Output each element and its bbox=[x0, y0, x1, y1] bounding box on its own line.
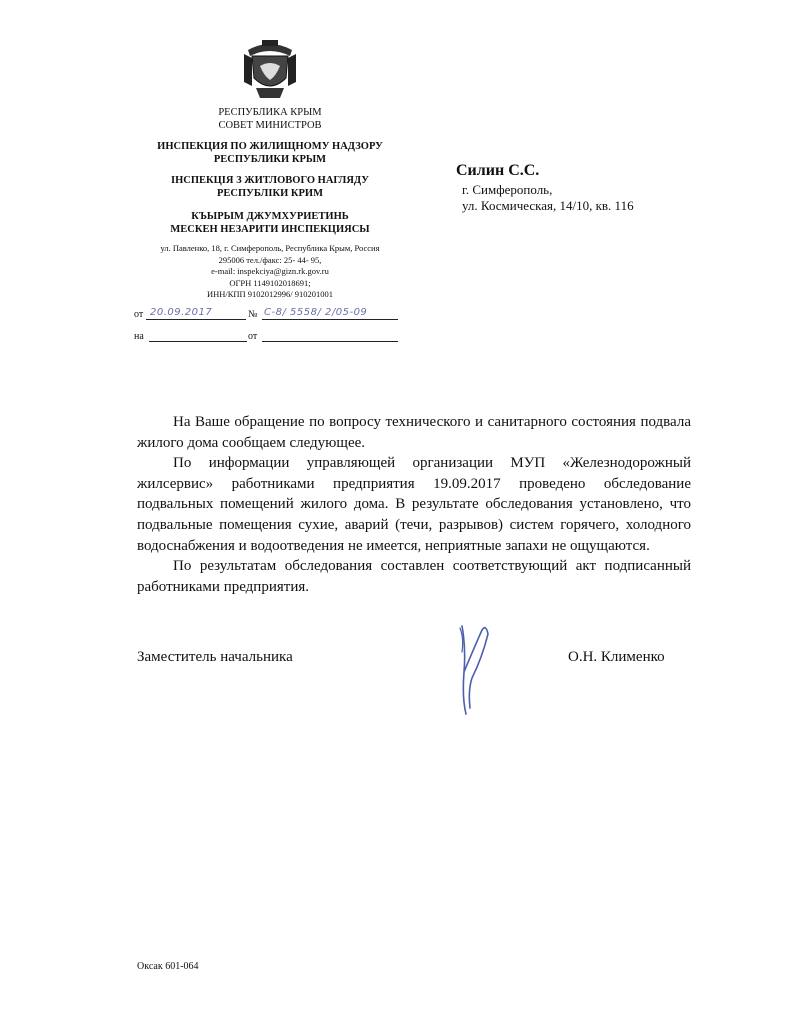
org-address: ул. Павленко, 18, г. Симферополь, Республика Крым, Россия bbox=[160, 243, 380, 253]
reg-from-label: от bbox=[134, 309, 144, 320]
reg-from-field-2 bbox=[262, 329, 398, 342]
coat-of-arms-emblem bbox=[240, 36, 300, 102]
inspection-ru-line-1: ИНСПЕКЦИЯ ПО ЖИЛИЩНОМУ НАДЗОРУ bbox=[157, 141, 383, 152]
inspection-ru-line-2: РЕСПУБЛИКИ КРЫМ bbox=[213, 154, 327, 165]
recipient-city: г. Симферополь, bbox=[462, 182, 553, 197]
republic-line: РЕСПУБЛИКА КРЫМ bbox=[218, 107, 322, 118]
recipient-street: ул. Космическая, 14/10, кв. 116 bbox=[462, 198, 634, 213]
org-email: e-mail: inspekciya@gizn.rk.gov.ru bbox=[211, 266, 329, 276]
council-line: СОВЕТ МИНИСТРОВ bbox=[218, 120, 322, 131]
handwritten-signature bbox=[452, 618, 496, 718]
inspection-crh-line-1: КЪЫРЫМ ДЖУМХУРИЕТИНЬ bbox=[191, 211, 349, 222]
reg-on-field bbox=[149, 329, 247, 342]
org-phone: 295006 тел./факс: 25- 44- 95, bbox=[218, 255, 322, 265]
footer-code: Оксак 601-064 bbox=[137, 961, 199, 972]
org-inn-kpp: ИНН/КПП 9102012996/ 910201001 bbox=[206, 289, 334, 299]
inspection-ua-line-1: ІНСПЕКЦІЯ З ЖИТЛОВОГО НАГЛЯДУ bbox=[171, 175, 369, 186]
reg-number-label: № bbox=[248, 309, 258, 320]
reg-on-label: на bbox=[134, 331, 144, 342]
body-paragraph-1: На Ваше обращение по вопросу технического и санитарного состояния подвала жилого дома сообщаем следующее. bbox=[137, 414, 691, 451]
inspection-ua-line-2: РЕСПУБЛІКИ КРИМ bbox=[217, 188, 323, 199]
body-paragraph-2: По информации управляющей организации МУП «Железнодорожный жилсервис» работниками предприятия 19.09.2017 проведено обследование подвальных помещений жилого дома. В результате обследования установлено, что подвальные помещения сухие, аварий (течи, разрывов) систем горячего, холодного водоснабжения и водоотведения не имеется, неприятные запахи не ощущаются. bbox=[137, 455, 691, 554]
reg-from-label-2: от bbox=[248, 331, 258, 342]
signatory-position: Заместитель начальника bbox=[137, 649, 293, 665]
recipient-name: Силин С.С. bbox=[456, 162, 540, 179]
body-paragraph-3: По результатам обследования составлен соответствующий акт подписанный работниками предприятия. bbox=[137, 558, 691, 595]
reg-date-handwritten: 20.09.2017 bbox=[150, 307, 213, 318]
org-ogrn: ОГРН 1149102018691; bbox=[229, 278, 311, 288]
inspection-crh-line-2: МЕСКЕН НЕЗАРИТИ ИНСПЕКЦИЯСЫ bbox=[170, 224, 370, 235]
reg-number-handwritten: С-8/ 5558/ 2/05-09 bbox=[264, 307, 368, 318]
letter-body bbox=[137, 412, 691, 597]
signatory-name: О.Н. Клименко bbox=[568, 649, 665, 665]
